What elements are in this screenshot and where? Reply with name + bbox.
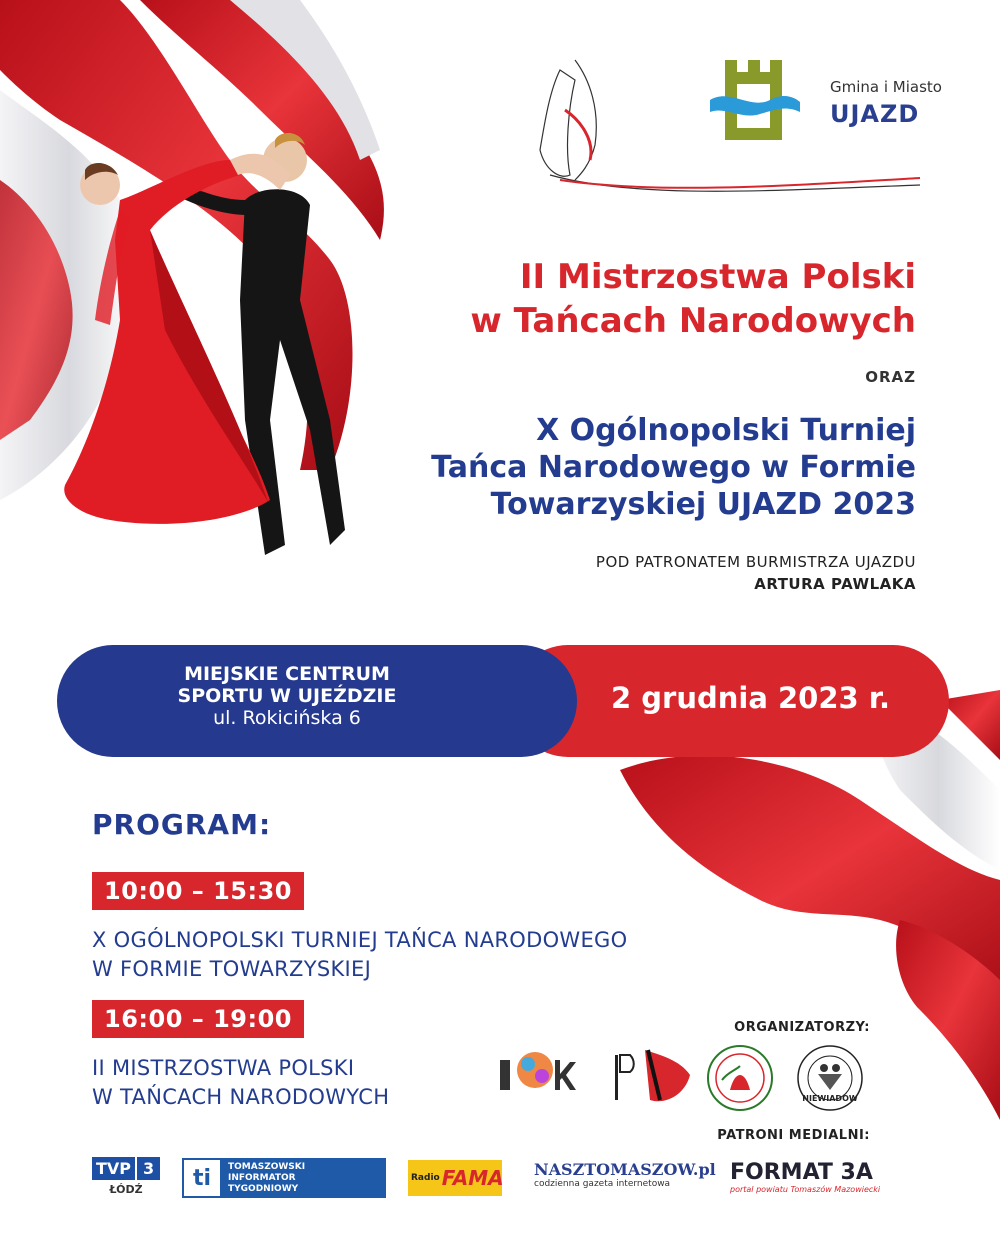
program-desc xyxy=(92,926,627,984)
venue-text xyxy=(57,663,517,729)
tvp-name: TVP xyxy=(92,1157,135,1180)
program-desc-line2: W TAŃCACH NARODOWYCH xyxy=(92,1085,390,1109)
program-heading: PROGRAM: xyxy=(92,808,272,841)
venue-line1: MIEJSKIE CENTRUM xyxy=(184,663,390,685)
patronage-line2: ARTURA PAWLAKA xyxy=(754,575,916,593)
program-desc-line1: X OGÓLNOPOLSKI TURNIEJ TAŃCA NARODOWEGO xyxy=(92,928,628,952)
logo-line2: UJAZD xyxy=(830,100,920,128)
subtitle xyxy=(356,412,916,523)
dance-group-logo-icon xyxy=(615,1050,690,1101)
venue-street: ul. Rokicińska 6 xyxy=(213,707,361,729)
program-item xyxy=(92,872,304,910)
tit-logo xyxy=(182,1158,386,1198)
patronage xyxy=(396,553,916,593)
format3a-logo xyxy=(730,1160,890,1194)
school-seal-icon xyxy=(708,1046,772,1110)
tit-l1: TOMASZOWSKI xyxy=(228,1162,306,1172)
format-tag: portal powiatu Tomaszów Mazowiecki xyxy=(730,1185,881,1194)
venue-pill xyxy=(57,645,577,757)
nasztomaszow-logo xyxy=(534,1160,716,1189)
connector: ORAZ xyxy=(865,368,916,386)
fama-logo xyxy=(408,1160,502,1196)
tvp-num: 3 xyxy=(137,1157,160,1180)
program-time: 10:00 – 15:30 xyxy=(92,872,304,910)
patronage-line1: POD PATRONATEM BURMISTRZA UJAZDU xyxy=(595,553,916,571)
program-desc-line2: W FORMIE TOWARZYSKIEJ xyxy=(92,957,372,981)
event-date: 2 grudnia 2023 r. xyxy=(611,681,890,715)
date-pill xyxy=(512,645,949,757)
tit-l2: INFORMATOR xyxy=(228,1173,296,1183)
format-name: FORMAT 3A xyxy=(730,1160,873,1185)
nasz-tag: codzienna gazeta internetowa xyxy=(534,1179,671,1189)
niewiadow-text: NIEWIADÓW xyxy=(802,1094,858,1103)
nasz-name: NASZTOMASZOW.pl xyxy=(534,1160,716,1179)
program-item xyxy=(92,1000,304,1038)
media-label: PATRONI MEDIALNI: xyxy=(717,1128,870,1143)
organizer-logos xyxy=(500,1040,880,1120)
fama-radio: Radio xyxy=(411,1173,440,1183)
main-title-line1: II Mistrzostwa Polski xyxy=(519,257,916,297)
ook-logo-icon xyxy=(500,1052,576,1090)
subtitle-line2: Tańca Narodowego w Formie xyxy=(431,450,916,485)
program-desc-line1: II MISTRZOSTWA POLSKI xyxy=(92,1056,355,1080)
venue-line2: SPORTU W UJEŹDZIE xyxy=(177,685,397,707)
program-desc xyxy=(92,1054,389,1112)
tvp-city: ŁÓDŹ xyxy=(109,1183,143,1196)
tvp3-logo xyxy=(92,1157,160,1196)
tit-text xyxy=(222,1158,311,1198)
ujazd-crest-icon xyxy=(710,60,800,140)
fama-name: FAMA xyxy=(441,1166,504,1190)
organizers-label: ORGANIZATORZY: xyxy=(734,1020,870,1035)
program-time: 16:00 – 19:00 xyxy=(92,1000,304,1038)
tit-l3: TYGODNIOWY xyxy=(228,1184,299,1194)
main-title xyxy=(356,255,916,343)
subtitle-line3: Towarzyskiej UJAZD 2023 xyxy=(490,487,916,522)
subtitle-line1: X Ogólnopolski Turniej xyxy=(536,413,916,448)
logo-line1: Gmina i Miasto xyxy=(830,78,942,96)
main-title-line2: w Tańcach Narodowych xyxy=(470,301,916,341)
tit-icon: ti xyxy=(182,1158,222,1198)
